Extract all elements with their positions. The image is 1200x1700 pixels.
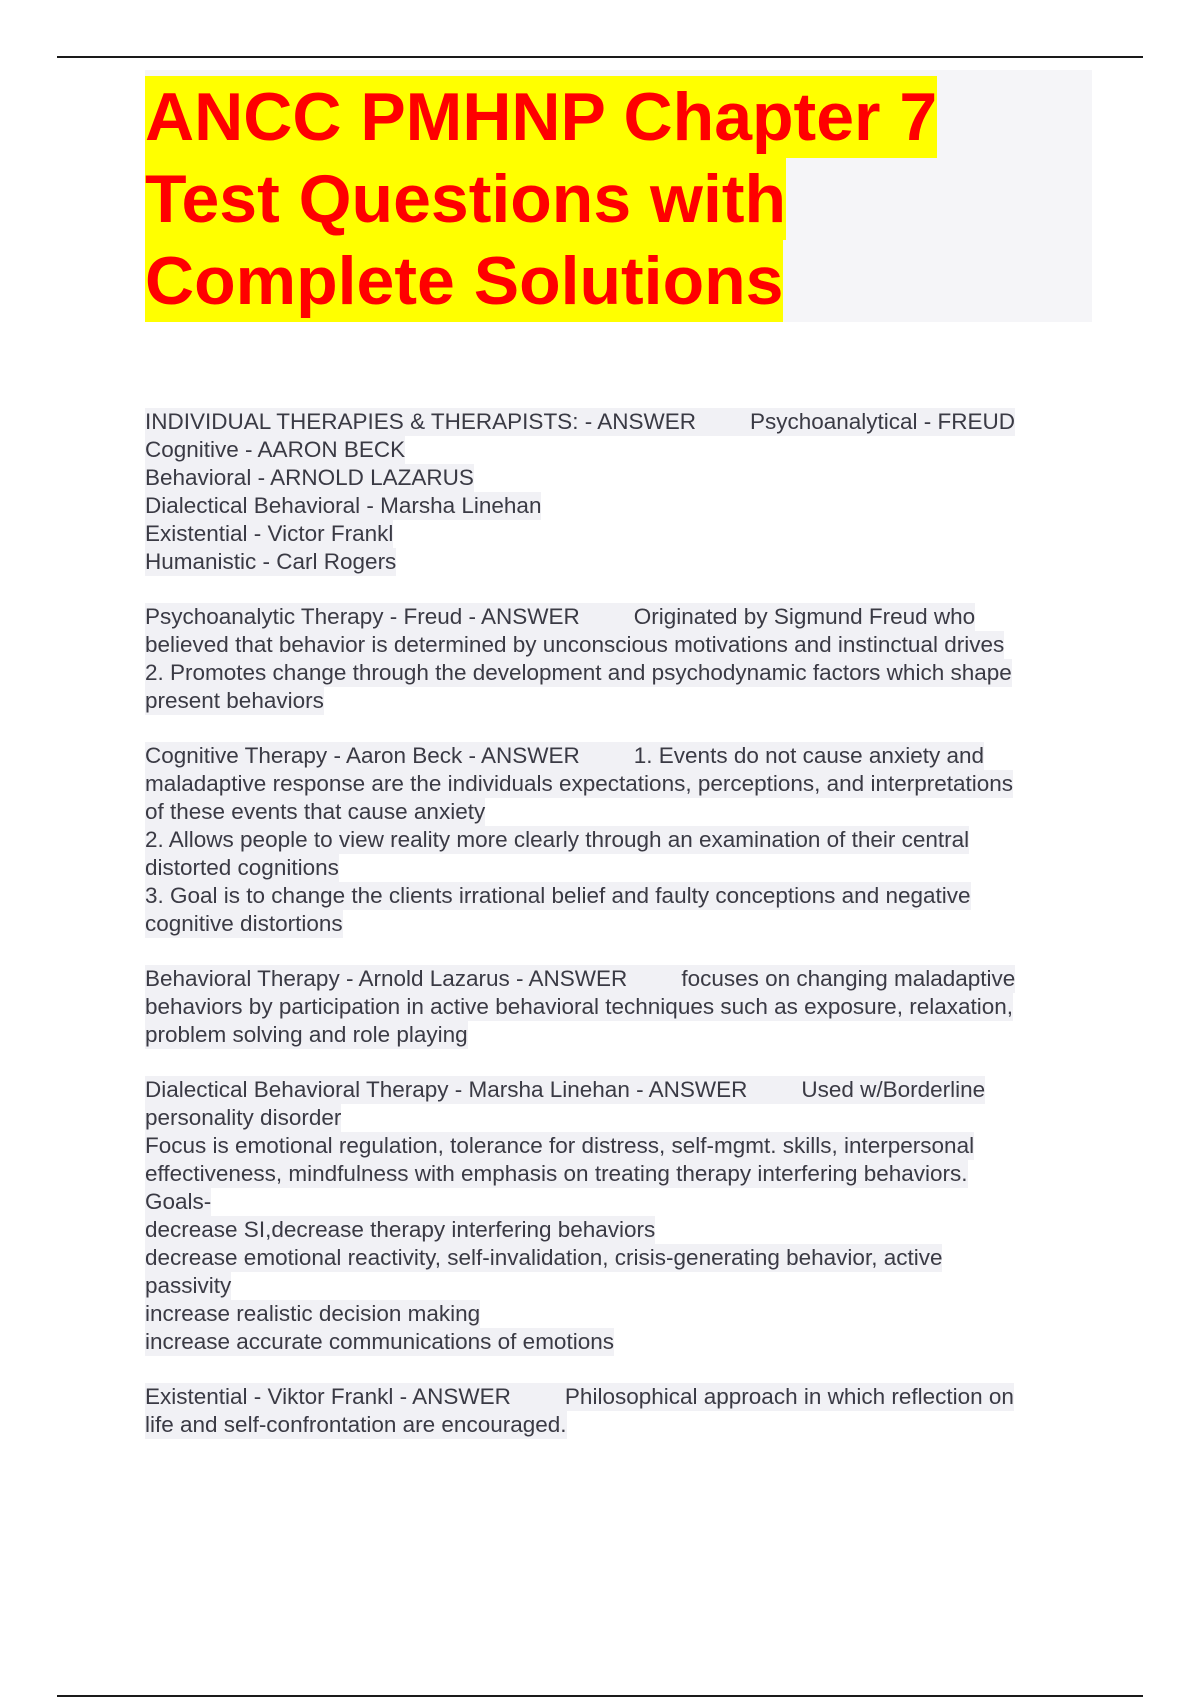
qa-entry-psychoanalytic <box>145 603 1085 715</box>
bottom-rule <box>57 1695 1143 1697</box>
title-line: Complete Solutions <box>145 240 783 322</box>
qa-first-line <box>145 742 984 770</box>
question-text: Psychoanalytic Therapy - Freud - ANSWER <box>145 604 580 629</box>
answer-line: Existential - Victor Frankl <box>145 521 394 546</box>
answer-line: problem solving and role playing <box>145 1022 468 1047</box>
answer-text: Used w/Borderline <box>801 1077 986 1102</box>
answer-line: effectiveness, mindfulness with emphasis on treating therapy interfering behaviors. <box>145 1161 968 1186</box>
answer-line: maladaptive response are the individuals expectations, perceptions, and interpretations <box>145 771 1014 796</box>
page-title <box>145 70 1092 322</box>
qa-entry-dialectical-behavioral <box>145 1076 1085 1356</box>
answer-line: decrease SI,decrease therapy interfering behaviors <box>145 1217 656 1242</box>
qa-first-line <box>145 965 1015 993</box>
answer-line: Humanistic - Carl Rogers <box>145 549 397 574</box>
qa-entry-behavioral <box>145 965 1085 1049</box>
answer-line: personality disorder <box>145 1105 342 1130</box>
qa-entry-existential <box>145 1383 1085 1439</box>
answer-line: believed that behavior is determined by unconscious motivations and instinctual drives <box>145 632 1005 657</box>
qa-content <box>145 408 1085 1466</box>
answer-line: life and self-confrontation are encouraged. <box>145 1412 567 1437</box>
top-rule <box>57 56 1143 58</box>
answer-line: behaviors by participation in active behavioral techniques such as exposure, relaxation, <box>145 994 1014 1019</box>
answer-line: Dialectical Behavioral - Marsha Linehan <box>145 493 542 518</box>
answer-line: Behavioral - ARNOLD LAZARUS <box>145 465 474 490</box>
answer-text: Philosophical approach in which reflection on <box>564 1384 1014 1409</box>
question-text: Existential - Viktor Frankl - ANSWER <box>145 1384 511 1409</box>
answer-line: of these events that cause anxiety <box>145 799 486 824</box>
answer-line: Cognitive - AARON BECK <box>145 437 406 462</box>
qa-entry-cognitive <box>145 742 1085 938</box>
title-line: ANCC PMHNP Chapter 7 <box>145 76 937 158</box>
answer-line: 2. Allows people to view reality more clearly through an examination of their central <box>145 827 970 852</box>
qa-first-line <box>145 1383 1014 1411</box>
answer-text: focuses on changing maladaptive <box>681 966 1016 991</box>
answer-line: cognitive distortions <box>145 911 343 936</box>
question-text: Behavioral Therapy - Arnold Lazarus - ANSWER <box>145 966 628 991</box>
question-text: Cognitive Therapy - Aaron Beck - ANSWER <box>145 743 580 768</box>
title-line: Test Questions with <box>145 158 786 240</box>
answer-line: increase accurate communications of emotions <box>145 1329 614 1354</box>
qa-first-line <box>145 603 975 631</box>
answer-text: Psychoanalytical - FREUD <box>749 409 1016 434</box>
question-text: Dialectical Behavioral Therapy - Marsha Linehan - ANSWER <box>145 1077 748 1102</box>
qa-first-line <box>145 408 1015 436</box>
answer-line: decrease emotional reactivity, self-invalidation, crisis-generating behavior, active <box>145 1245 943 1270</box>
answer-line: increase realistic decision making <box>145 1301 481 1326</box>
title-block <box>145 70 1092 322</box>
answer-line: present behaviors <box>145 688 324 713</box>
answer-text: Originated by Sigmund Freud who <box>633 604 976 629</box>
answer-line: passivity <box>145 1273 232 1298</box>
qa-first-line <box>145 1076 985 1104</box>
question-text: INDIVIDUAL THERAPIES & THERAPISTS: - ANSWER <box>145 409 696 434</box>
answer-line: distorted cognitions <box>145 855 339 880</box>
answer-line: 2. Promotes change through the development and psychodynamic factors which shape <box>145 660 1012 685</box>
answer-text: 1. Events do not cause anxiety and <box>633 743 984 768</box>
answer-line: Focus is emotional regulation, tolerance for distress, self-mgmt. skills, interpersonal <box>145 1133 975 1158</box>
answer-line: Goals- <box>145 1189 212 1214</box>
answer-line: 3. Goal is to change the clients irrational belief and faulty conceptions and negative <box>145 883 971 908</box>
qa-entry-individual-therapies <box>145 408 1085 576</box>
